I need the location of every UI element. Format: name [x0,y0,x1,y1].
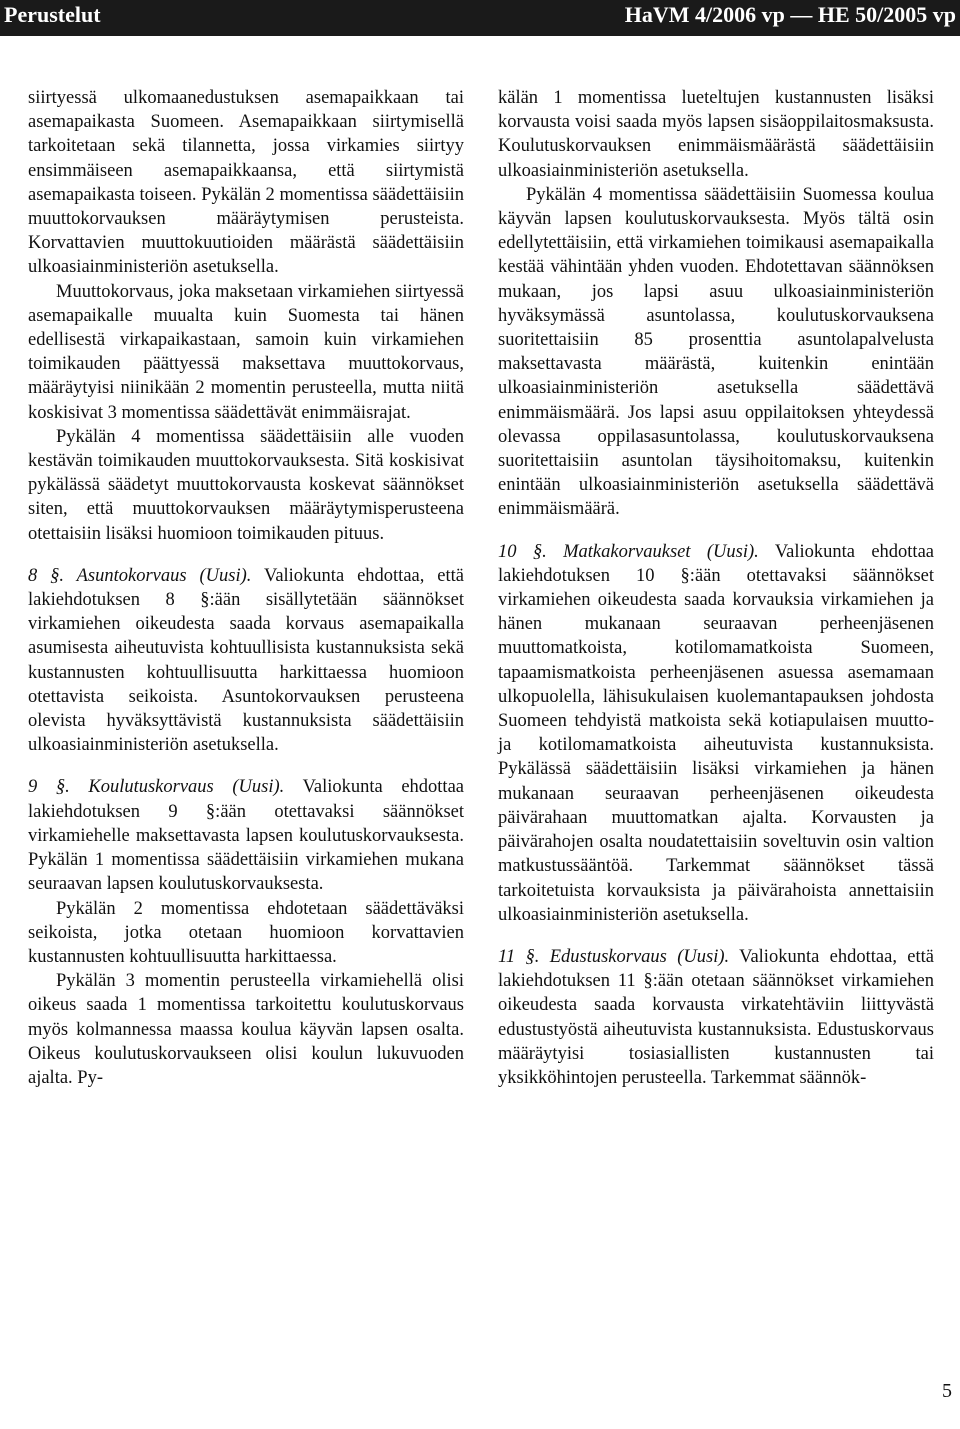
paragraph: Muuttokorvaus, joka maksetaan virkamiehen siirtyessä asemapaikalle muualta kuin Suomesta tai hänen edellisestä virkapaikastaan, samoin kuin virkamiehen toimikauden päättyessä maksettava muuttokorvaus, määräytyisi niinikään 2 momentin perusteella, mutta niitä koskisivat 3 momentissa säädettävät enimmäisrajat. [28,281,464,423]
paragraph: Pykälän 4 momentissa säädettäisiin alle vuoden kestävän toimikauden muuttokorvauksesta. Sitä koskisivat pykälässä säädetyt muuttokorvausta koskevat säännökset siten, että muuttokorvauksen määräytymisperusteena otettaisiin lisäksi huomioon toimikauden pituus. [28,426,464,544]
left-column [28,86,464,1090]
section-11 [498,945,934,1090]
paragraph: kälän 1 momentissa lueteltujen kustannusten lisäksi korvausta voisi saada myös lapsen sisäoppilaitosmaksusta. Koulutuskorvauksen enimmäismäärästä säädettäisiin ulkoasiainministeriön asetuksella. [498,88,934,181]
section-9 [28,775,464,896]
section-8 [28,564,464,758]
section-text: Valiokunta ehdottaa lakiehdotuksen 9 §:ään otettavaksi säännökset virkamiehelle maksettavasta lapsen koulutuskorvauksesta. Pykälän 1 momentissa säädettäisiin virkamiehen mukana seuraavan lapsen koulutuskorvauksesta. [28,777,464,895]
paragraph: Pykälän 2 momentissa ehdotetaan säädettäväksi seikoista, jotka otetaan huomioon korvattavien kustannusten kohtuullisuutta harkittaessa. [28,898,464,967]
section-text: Valiokunta ehdottaa lakiehdotuksen 10 §:ään otettavaksi säännökset virkamiehen oikeudesta saada korvauksia virkamiehen ja hänen mukanaan seuraavan perheenjäsenen muuttomatkoista, kotilomamatkoista Suomeen, tapaamismatkoista perheenjäsenen asuessa asemamaan ulkopuolella, lähisukulaisen kuolemantapauksen johdosta Suomeen tehdyistä matkoista sekä kotiapulaisen muutto- ja kotilomamatkoista aiheutuvista kustannuksista. Pykälässä säädettäisiin lisäksi virkamiehen ja hänen mukanaan seuraavan perheenjäsenen oikeudesta päivärahaan muuttomatkan ajalta. Korvausten ja päivärahojen osalta noudatettaisiin soveltuvin osin valtion matkustussääntöä. Tarkemmat säännökset tässä tarkoitetuista korvauksista ja päivärahoista annettaisiin ulkoasiainministeriön asetuksella. [498,541,934,925]
section-heading: 11 §. Edustuskorvaus (Uusi). [498,946,730,967]
header-section-title: Perustelut [4,2,101,27]
paragraph: Pykälän 3 momentin perusteella virkamiehellä olisi oikeus saada 1 momentissa tarkoitettu koulutuskorvaus myös kolmannessa maassa koulua käyvän lapsen osalta. Oikeus koulutuskorvaukseen olisi koulun lukuvuoden ajalta. Py- [28,971,464,1088]
paragraph: siirtyessä ulkomaanedustuksen asemapaikkaan tai asemapaikasta Suomeen. Asemapaikkaan siirtymisellä tarkoitetaan sekä tilannetta, jossa virkamies siirtyy ensimmäiseen asemapaikkaansa, että siirtymistä asemapaikasta toiseen. Pykälän 2 momentissa säädettäisiin muuttokorvauksen määräytymisen perusteista. Korvattavien muuttokuutioiden määrästä säädettäisiin ulkoasiainministeriön asetuksella. [28,88,464,278]
paragraph: Pykälän 4 momentissa säädettäisiin Suomessa koulua käyvän lapsen koulutuskorvauksesta. Myös tältä osin edellytettäisiin, että virkamiehen toimikausi asemapaikalla kestää vähintään yhden vuoden. Ehdotettavan säännöksen mukaan, jos lapsi asuu ulkoasiainministeriön hyväksymässä asuntolassa, koulutuskorvauksena suoritettaisiin 85 prosenttia asuntolapalvelusta maksettavasta määrästä, kuitenkin enintään ulkoasiainministeriön asetuksella säädettävä enimmäismäärä. Jos lapsi asuu oppilaitoksen yhteydessä olevassa oppilasasuntolassa, koulutuskorvauksena suoritettaisiin asuntolan täysihoitomaksu, kuitenkin enintään ulkoasiainministeriön asetuksella säädettävä enimmäismäärä. [498,184,934,520]
section-10 [498,540,934,927]
running-header [0,0,960,36]
page-number: 5 [942,1380,952,1402]
header-document-id: HaVM 4/2006 vp — HE 50/2005 vp [624,2,956,27]
section-text: Valiokunta ehdottaa, että lakiehdotuksen 11 §:ään otetaan säännökset virkamiehen oikeudesta saada korvausta virkatehtäviin liittyvästä edustustyöstä aiheutuvista kustannuksista. Edustuskorvaus määräytyisi tosiasiallisten kustannusten tai yksikköhintojen perusteella. Tarkemmat säännök- [498,946,934,1088]
section-heading: 8 §. Asuntokorvaus (Uusi). [28,565,252,586]
section-heading: 10 §. Matkakorvaukset (Uusi). [498,541,759,562]
right-column [498,86,934,1090]
section-heading: 9 §. Koulutuskorvaus (Uusi). [28,777,285,798]
section-text: Valiokunta ehdottaa, että lakiehdotuksen 8 §:ään sisällytetään säännökset virkamiehen oikeudesta saada korvaus asemapaikalla asumisesta aiheutuvista kohtuullisista kustannuksista sekä kustannusten kohtuullisuutta harkittaessa huomioon otettavista seikoista. Asuntokorvauksen perusteena olevista hyväksyttävistä kustannuksista säädettäisiin ulkoasiainministeriön asetuksella. [28,565,464,756]
